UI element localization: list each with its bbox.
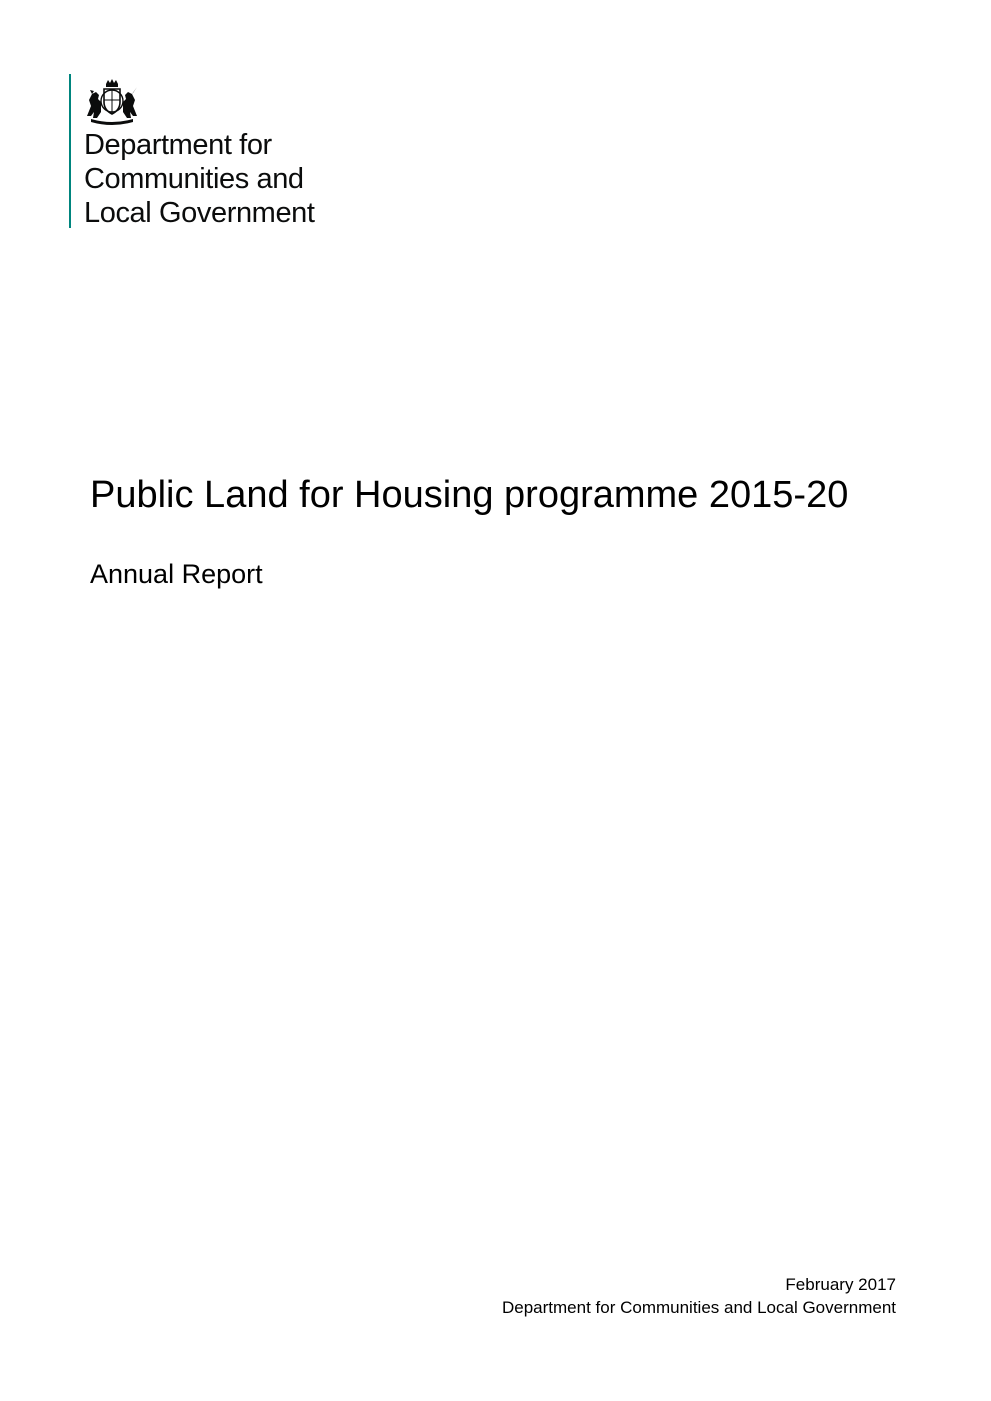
department-logo: [69, 74, 369, 228]
logo-rule: [69, 74, 71, 228]
publication-date: February 2017: [785, 1275, 896, 1294]
department-name: [84, 128, 315, 230]
department-name-line-2: Communities and: [84, 163, 304, 195]
publication-details: [502, 1273, 896, 1319]
department-name-line-3: Local Government: [84, 197, 315, 229]
document-subtitle: Annual Report: [90, 559, 263, 589]
publisher-name: Department for Communities and Local Government: [501, 1298, 896, 1317]
department-name-line-1: Department for: [84, 129, 272, 161]
document-title: Public Land for Housing programme 2015-20: [90, 474, 849, 516]
royal-coat-of-arms-icon: [83, 78, 141, 126]
